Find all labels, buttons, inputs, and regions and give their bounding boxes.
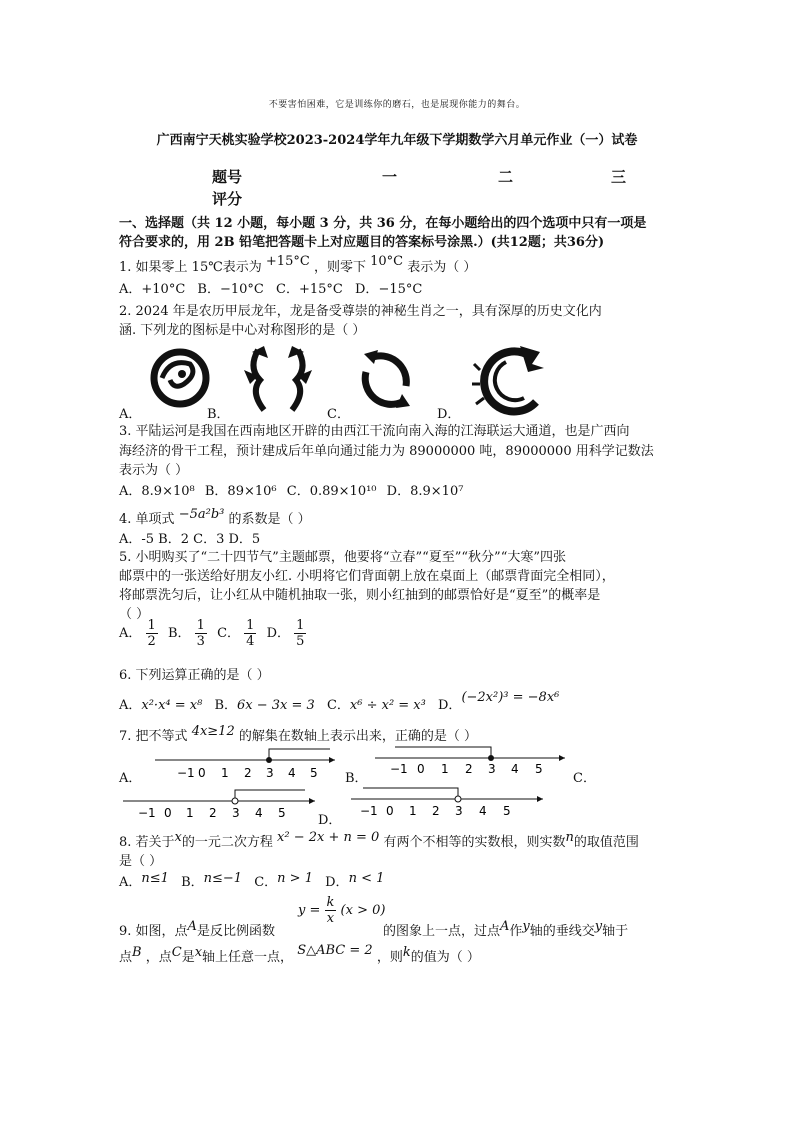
q7-label-a: A． [119, 771, 142, 786]
tick-label: 2 [465, 762, 473, 776]
tick-label: 4 [255, 806, 263, 820]
q2-label-b: B． [207, 407, 230, 422]
q9-area: S△ABC = 2 [297, 943, 373, 958]
page-title: 广西南宁天桃实验学校2023-2024学年九年级下学期数学六月单元作业（一）试卷 [156, 133, 638, 148]
tick-label: 1 [221, 766, 229, 780]
question-5: 邮票中的一张送给好朋友小红. 小明将它们背面朝上放在桌面上（邮票背面完全相同）， [119, 569, 615, 584]
score-column: 一 [382, 168, 398, 186]
option-b: n≤−1 [203, 871, 243, 886]
question-7: 7. 把不等式 4x≥12 的解集在数轴上表示出来，正确的是（ ） [119, 724, 478, 744]
q2-label-d: D． [437, 407, 461, 422]
tick-label: 5 [503, 804, 511, 818]
question-9: 9. 如图，点A是反比例函数 [119, 919, 275, 939]
option-d: (−2x²)³ = −8x⁶ [461, 690, 560, 705]
number-line-c [120, 787, 320, 825]
q3-options: A．8.9×10⁸ B．89×10⁶ C．0.89×10¹⁰ D．8.9×10⁷ [119, 484, 464, 499]
score-header-label: 题号 [212, 168, 243, 186]
option-c: 0.89×10¹⁰ [309, 484, 377, 499]
option-a: x²·x⁴ = x⁸ [141, 698, 203, 713]
tick-labels [138, 806, 286, 820]
q4-math: −5a²b³ [178, 507, 225, 522]
dragon-icon-b [244, 346, 312, 410]
fraction-d: $\frac{1}{5}$ [296, 618, 305, 649]
number-line-b [370, 744, 570, 782]
question-5: （ ） [119, 607, 150, 622]
q7-label-b: B． [345, 771, 368, 786]
tick-label: 2 [244, 766, 252, 780]
q8-options: A．n≤1 B．n≤−1 C．n > 1 D．n < 1 [119, 871, 385, 890]
option-b: 89×10⁶ [227, 484, 277, 499]
tick-label: −1 [390, 762, 408, 776]
score-label: 评分 [212, 190, 243, 208]
option-b: −10°C [219, 282, 264, 297]
fraction-c: $\frac{1}{4}$ [246, 618, 255, 649]
tick-label: 3 [266, 766, 274, 780]
tick-label: 1 [186, 806, 194, 820]
tick-labels [360, 804, 511, 818]
option-c: n > 1 [277, 871, 313, 886]
option-a: +10°C [141, 282, 186, 297]
tick-label: 0 [198, 766, 206, 780]
tick-label: 1 [409, 804, 417, 818]
option-c: +15°C [298, 282, 343, 297]
tick-label: 4 [511, 762, 519, 776]
tick-labels [177, 766, 318, 780]
tick-label: 0 [386, 804, 394, 818]
tick-label: 3 [488, 762, 496, 776]
question-2: 涵. 下列龙的图标是中心对称图形的是（ ） [119, 323, 366, 338]
tick-label: 0 [417, 762, 425, 776]
q7-math: 4x≥12 [191, 724, 235, 739]
tick-labels [390, 762, 543, 776]
question-4: 4. 单项式 −5a²b³ 的系数是（ ） [119, 507, 311, 527]
tick-label: 2 [432, 804, 440, 818]
option-d: 8.9×10⁷ [410, 484, 464, 499]
option-d: n < 1 [348, 871, 385, 886]
question-3: 表示为（ ） [119, 463, 189, 478]
q2-label-c: C． [327, 407, 350, 422]
q8-math: x² − 2x + n = 0 [277, 830, 380, 845]
q4-options: A．-5 B．2 C．3 D．5 [119, 532, 261, 547]
q2-label-a: A． [119, 407, 142, 422]
option-b: 6x − 3x = 3 [237, 698, 315, 713]
q7-label-c: C． [573, 771, 596, 786]
tick-label: 0 [164, 806, 172, 820]
tick-label: −1 [177, 766, 195, 780]
q9-function: y = $\frac{k}{x}$ (x > 0) [298, 895, 386, 926]
score-column: 三 [611, 168, 627, 186]
tick-label: 5 [310, 766, 318, 780]
q1-text: 表示为（ ） [407, 260, 477, 275]
q1-math: +15°C [265, 254, 310, 269]
question-9: 点B ，点C是x轴上任意一点， S△ABC = 2 ，则k的值为（ ） [119, 943, 480, 965]
tick-label: 5 [278, 806, 286, 820]
section-heading: 符合要求的，用 2B 铅笔把答题卡上对应题目的答案标号涂黑.）(共12题；共36分) [119, 235, 605, 250]
tick-label: 4 [288, 766, 296, 780]
dragon-icon-c [364, 350, 410, 408]
question-3: 海经济的骨干工程，预计建成后年单向通过能力为 89000000 吨，89000000 用科学记数法 [119, 444, 654, 459]
tick-label: 1 [441, 762, 449, 776]
tick-label: −1 [360, 804, 378, 818]
dragon-icons [140, 340, 560, 420]
fraction-b: $\frac{1}{3}$ [196, 618, 205, 649]
q5-options: A． $\frac{1}{2}$ B． $\frac{1}{3}$ C． $\frac{1}{4}$ D． $\frac{1}{5}$ [119, 618, 305, 649]
q6-options: A．x²·x⁴ = x⁸ B．6x − 3x = 3 C．x⁶ ÷ x² = x³ D．(−2x²)³ = −8x⁶ [119, 690, 560, 713]
question-5: 将邮票洗匀后，让小红从中随机抽取一张，则小红抽到的邮票恰好是“夏至”的概率是 [119, 588, 601, 603]
q1-text: ，则零下 [313, 260, 366, 275]
tick-label: −1 [138, 806, 156, 820]
q1-text: 1. 如果零上 15℃表示为 [119, 260, 262, 275]
option-a: n≤1 [141, 871, 169, 886]
option-d: −15°C [378, 282, 423, 297]
question-8: 8. 若关于x的一元二次方程 x² − 2x + n = 0 有两个不相等的实数根，则实数n的取值范围 [119, 830, 639, 850]
motto: 不要害怕困难，它是训练你的磨石，也是展现你能力的舞台。 [268, 100, 526, 110]
number-line-d [348, 785, 548, 823]
option-c: x⁶ ÷ x² = x³ [349, 698, 426, 713]
tick-label: 5 [535, 762, 543, 776]
q1-options: A．+10°C B．−10°C C．+15°C D．−15°C [119, 282, 423, 297]
question-5: 5. 小明购买了“二十四节气”主题邮票，他要将“立春”“夏至”“秋分”“大寒”四张 [119, 550, 566, 565]
question-1 [119, 256, 476, 275]
tick-label: 2 [209, 806, 217, 820]
question-6: 6. 下列运算正确的是（ ） [119, 668, 270, 683]
section-heading: 一、选择题（共 12 小题，每小题 3 分，共 36 分，在每小题给出的四个选项中只有一项是 [119, 216, 647, 231]
tick-label: 3 [455, 804, 463, 818]
q1-math: 10°C [370, 254, 404, 269]
dragon-icon-d [472, 346, 544, 411]
number-line-a [150, 746, 340, 784]
tick-label: 4 [479, 804, 487, 818]
option-a: 8.9×10⁸ [141, 484, 195, 499]
dragon-icon-a [154, 352, 206, 404]
question-2: 2. 2024 年是农历甲辰龙年，龙是备受尊崇的神秘生肖之一，具有深厚的历史文化内 [119, 304, 602, 319]
score-column: 二 [498, 168, 514, 186]
tick-label: 3 [232, 806, 240, 820]
fraction-a: $\frac{1}{2}$ [147, 618, 156, 649]
question-9: 的图象上一点，过点A作y轴的垂线交y轴于 [383, 919, 629, 939]
question-8: 是（ ） [119, 854, 163, 869]
question-3: 3. 平陆运河是我国在西南地区开辟的由西江干流向南入海的江海联运大通道，也是广西向 [119, 424, 630, 439]
q7-label-d: D． [318, 813, 342, 828]
